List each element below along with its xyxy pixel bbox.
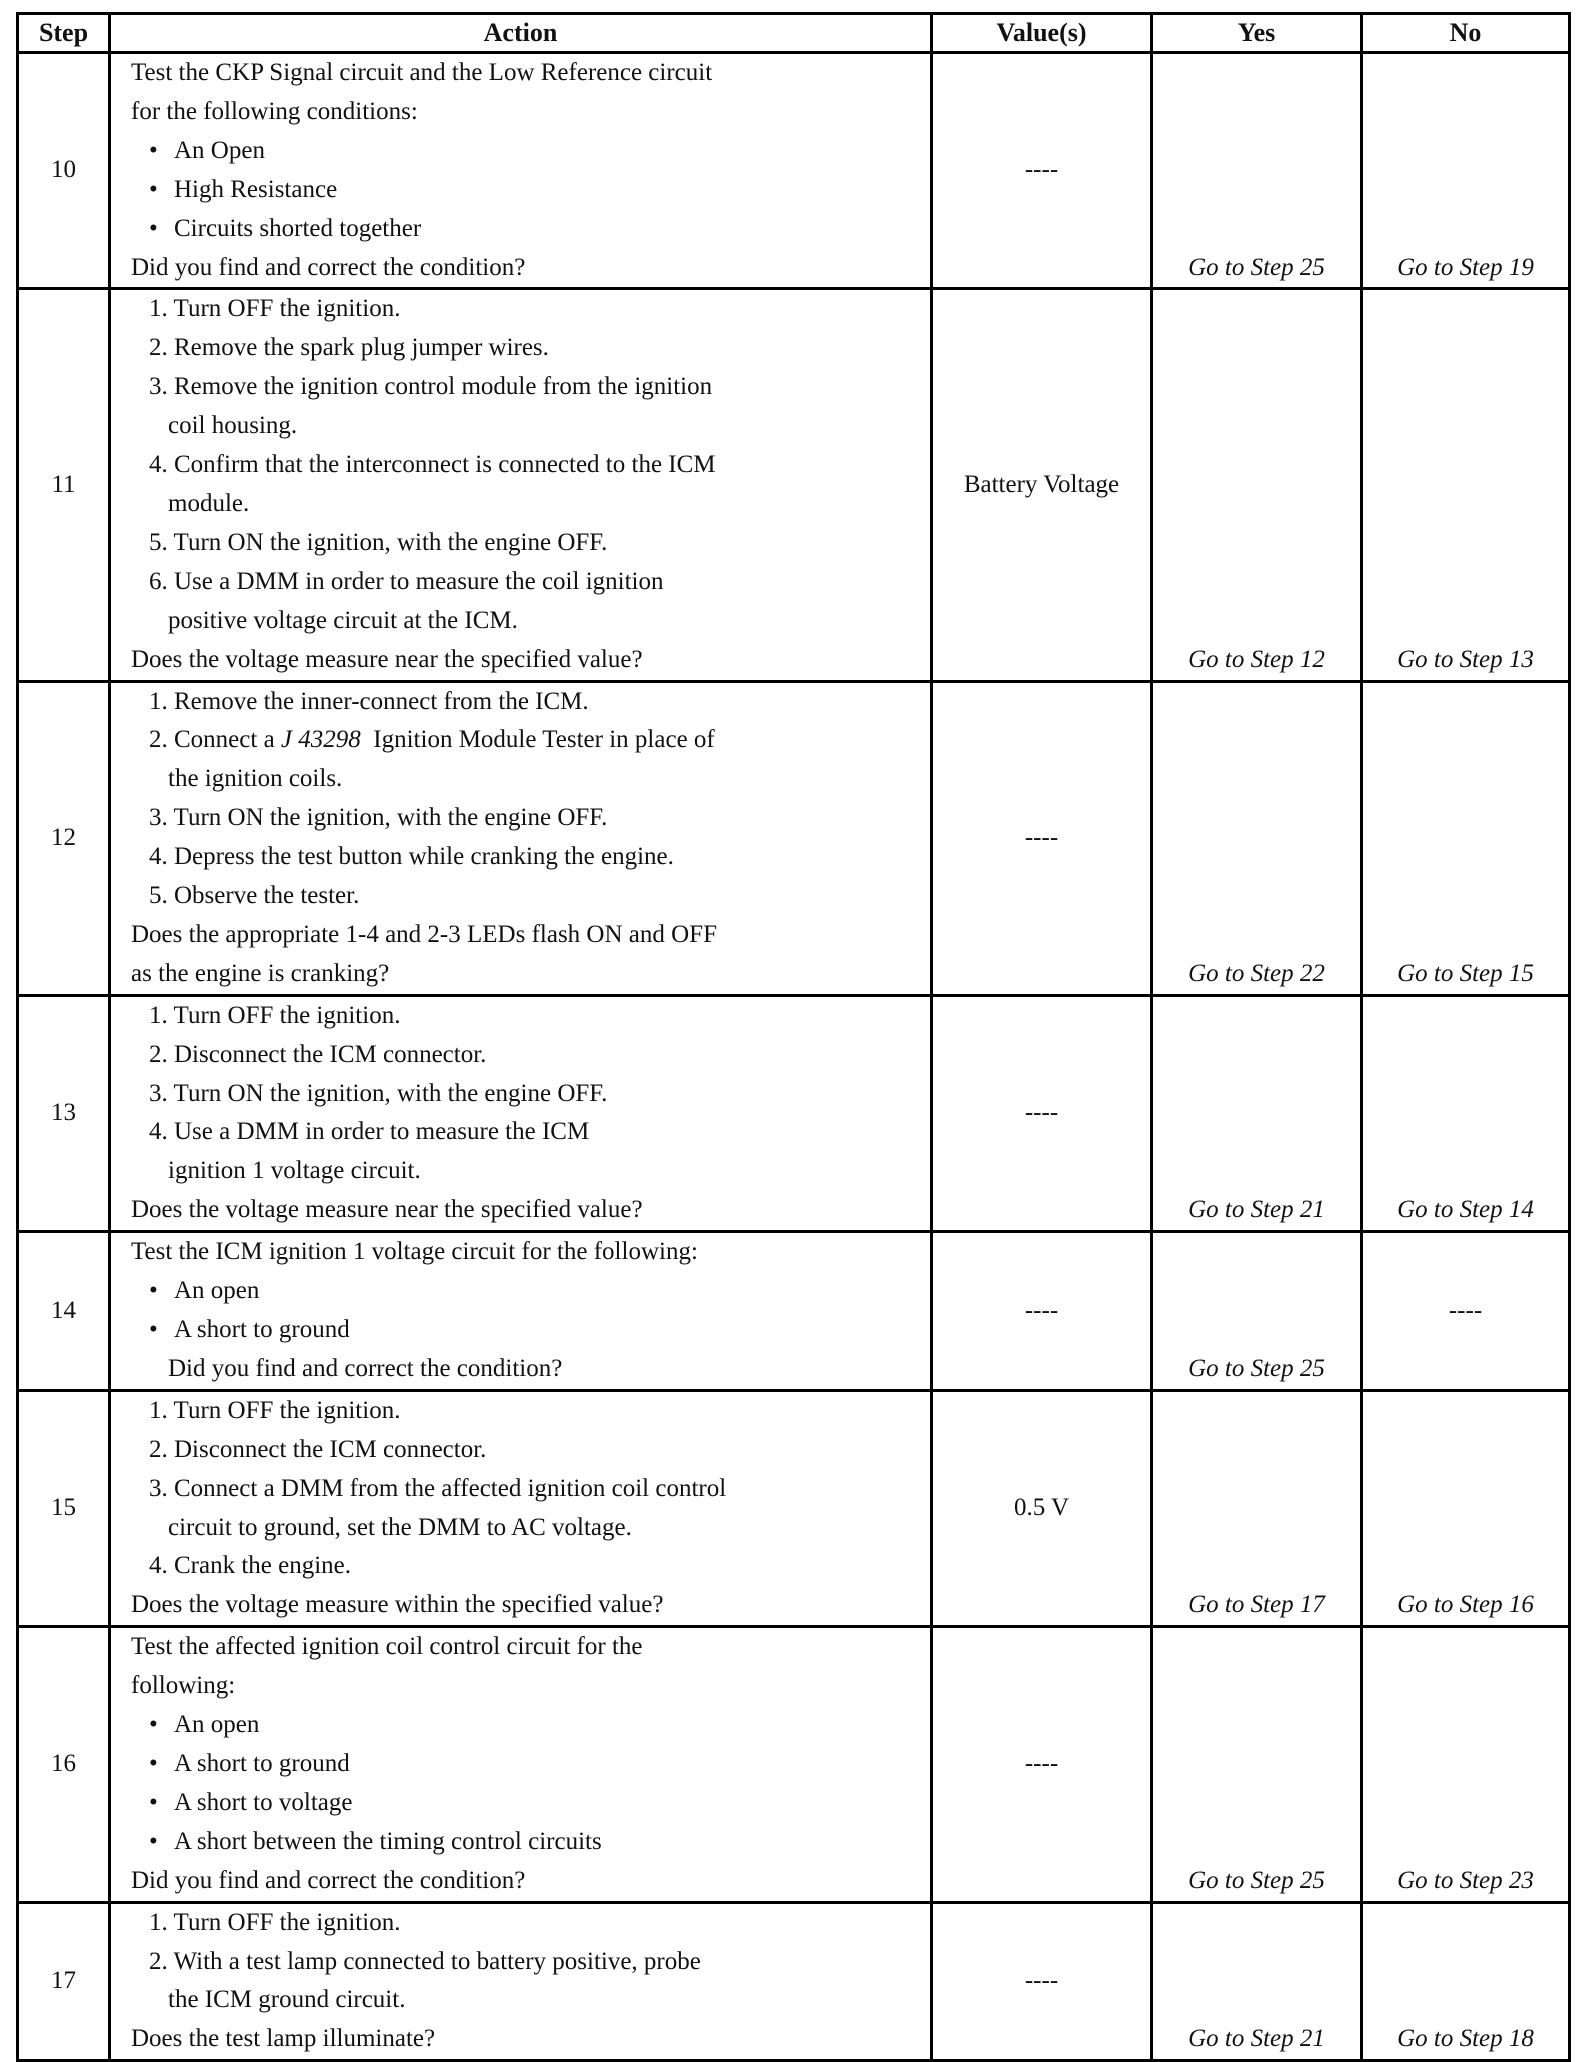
item-text: Ignition Module Tester in place of <box>373 726 715 754</box>
table-row <box>18 1902 1570 2061</box>
header-no: No <box>1362 14 1570 53</box>
numbered-item-cont: coil housing. <box>168 412 298 440</box>
action-cell <box>110 681 932 995</box>
numbered-item-cont: the ICM ground circuit. <box>168 1986 406 2014</box>
numbered-item-cont: the ignition coils. <box>168 765 343 793</box>
bullet-item: • An open <box>131 1272 930 1311</box>
action-cell <box>110 1390 932 1626</box>
bullet-item: • A short to ground <box>131 1311 930 1350</box>
numbered-item: 1. Remove the inner-connect from the ICM. <box>149 687 589 715</box>
action-question: Does the voltage measure near the specified value? <box>131 1196 643 1224</box>
action-question: Did you find and correct the condition? <box>131 253 526 281</box>
action-line: Test the CKP Signal circuit and the Low Reference circuit <box>131 59 713 86</box>
value-cell: Battery Voltage <box>932 289 1152 681</box>
value-cell: ---- <box>932 1232 1152 1391</box>
action-cell <box>110 1902 932 2061</box>
numbered-item: 4. Crank the engine. <box>149 1552 352 1580</box>
no-link[interactable]: Go to Step 13 <box>1362 289 1570 681</box>
tool-reference: J 43298 <box>280 726 361 754</box>
header-action: Action <box>110 14 932 53</box>
table-row <box>18 1232 1570 1391</box>
step-number: 11 <box>18 289 110 681</box>
action-cell <box>110 289 932 681</box>
numbered-item: 3. Turn ON the ignition, with the engine OFF. <box>149 804 608 832</box>
header-values: Value(s) <box>932 14 1152 53</box>
action-line: following: <box>131 1672 236 1700</box>
numbered-item-cont: positive voltage circuit at the ICM. <box>168 606 518 634</box>
action-question: Did you find and correct the condition? <box>131 1866 526 1894</box>
bullet-item: • An open <box>131 1706 930 1745</box>
step-number: 15 <box>18 1390 110 1626</box>
numbered-item: 1. Turn OFF the ignition. <box>149 1908 401 1936</box>
action-cell <box>110 995 932 1231</box>
header-row <box>18 14 1570 53</box>
yes-link[interactable]: Go to Step 25 <box>1152 53 1362 289</box>
numbered-item: 3. Connect a DMM from the affected ignition coil control <box>149 1474 727 1502</box>
no-link[interactable]: Go to Step 15 <box>1362 681 1570 995</box>
numbered-item: 4. Depress the test button while cranking the engine. <box>149 843 674 871</box>
table-row <box>18 995 1570 1231</box>
diagnostic-table <box>16 12 1571 2062</box>
value-cell: ---- <box>932 1627 1152 1902</box>
action-question: Does the voltage measure within the specified value? <box>131 1591 664 1619</box>
numbered-item: 1. Turn OFF the ignition. <box>149 1001 401 1029</box>
value-cell: ---- <box>932 995 1152 1231</box>
numbered-item: 6. Use a DMM in order to measure the coil ignition <box>149 567 664 595</box>
numbered-item: 2. Disconnect the ICM connector. <box>149 1040 487 1068</box>
numbered-item: 5. Observe the tester. <box>149 882 360 910</box>
action-question: Did you find and correct the condition? <box>168 1354 563 1382</box>
step-number: 13 <box>18 995 110 1231</box>
no-link[interactable]: Go to Step 14 <box>1362 995 1570 1231</box>
value-cell: 0.5 V <box>932 1390 1152 1626</box>
header-step: Step <box>18 14 110 53</box>
yes-link[interactable]: Go to Step 21 <box>1152 1902 1362 2061</box>
step-number: 10 <box>18 53 110 289</box>
table-row <box>18 681 1570 995</box>
table-row <box>18 1627 1570 1902</box>
numbered-item: 5. Turn ON the ignition, with the engine OFF. <box>149 528 608 556</box>
numbered-item: 1. Turn OFF the ignition. <box>149 295 401 323</box>
item-text: 2. Connect a <box>149 726 275 754</box>
yes-link[interactable]: Go to Step 21 <box>1152 995 1362 1231</box>
action-question: Does the test lamp illuminate? <box>131 2025 436 2053</box>
action-question: Does the appropriate 1-4 and 2-3 LEDs flash ON and OFF <box>131 920 717 948</box>
bullet-item: • An Open <box>131 132 930 171</box>
action-cell <box>110 1627 932 1902</box>
no-link[interactable]: Go to Step 18 <box>1362 1902 1570 2061</box>
numbered-item: 1. Turn OFF the ignition. <box>149 1396 401 1424</box>
bullet-item: • A short to voltage <box>131 1784 930 1823</box>
action-line: Test the ICM ignition 1 voltage circuit for the following: <box>131 1238 698 1266</box>
action-line: Test the affected ignition coil control circuit for the <box>131 1633 643 1661</box>
action-question: as the engine is cranking? <box>131 959 390 987</box>
yes-link[interactable]: Go to Step 12 <box>1152 289 1362 681</box>
bullet-item: • High Resistance <box>131 171 930 210</box>
bullet-item: • A short between the timing control circuits <box>131 1823 930 1862</box>
yes-link[interactable]: Go to Step 22 <box>1152 681 1362 995</box>
numbered-item-cont: circuit to ground, set the DMM to AC voltage. <box>168 1513 632 1541</box>
step-number: 16 <box>18 1627 110 1902</box>
value-cell: ---- <box>932 53 1152 289</box>
table-row <box>18 1390 1570 1626</box>
header-yes: Yes <box>1152 14 1362 53</box>
action-cell <box>110 1232 932 1391</box>
bullet-item: • Circuits shorted together <box>131 210 930 249</box>
numbered-item-cont: module. <box>168 489 250 517</box>
yes-link[interactable]: Go to Step 25 <box>1152 1627 1362 1902</box>
yes-link[interactable]: Go to Step 25 <box>1152 1232 1362 1391</box>
numbered-item: 3. Remove the ignition control module from the ignition <box>149 373 713 401</box>
no-value: ---- <box>1362 1232 1570 1391</box>
numbered-item: 3. Turn ON the ignition, with the engine OFF. <box>149 1079 608 1107</box>
action-line: for the following conditions: <box>131 97 418 125</box>
table-row <box>18 53 1570 289</box>
no-link[interactable]: Go to Step 23 <box>1362 1627 1570 1902</box>
numbered-item: 4. Use a DMM in order to measure the ICM <box>149 1118 590 1146</box>
numbered-item: 2. With a test lamp connected to battery positive, probe <box>149 1947 701 1975</box>
action-cell <box>110 53 932 289</box>
step-number: 17 <box>18 1902 110 2061</box>
numbered-item: 4. Confirm that the interconnect is connected to the ICM <box>149 451 716 479</box>
step-number: 12 <box>18 681 110 995</box>
table-row <box>18 289 1570 681</box>
action-question: Does the voltage measure near the specified value? <box>131 645 643 673</box>
numbered-item <box>131 721 930 760</box>
bullet-item: • A short to ground <box>131 1745 930 1784</box>
no-link[interactable]: Go to Step 16 <box>1362 1390 1570 1626</box>
value-cell: ---- <box>932 681 1152 995</box>
value-cell: ---- <box>932 1902 1152 2061</box>
numbered-item: 2. Remove the spark plug jumper wires. <box>149 334 549 362</box>
numbered-item: 2. Disconnect the ICM connector. <box>149 1435 487 1463</box>
no-link[interactable]: Go to Step 19 <box>1362 53 1570 289</box>
numbered-item-cont: ignition 1 voltage circuit. <box>168 1157 421 1185</box>
yes-link[interactable]: Go to Step 17 <box>1152 1390 1362 1626</box>
step-number: 14 <box>18 1232 110 1391</box>
